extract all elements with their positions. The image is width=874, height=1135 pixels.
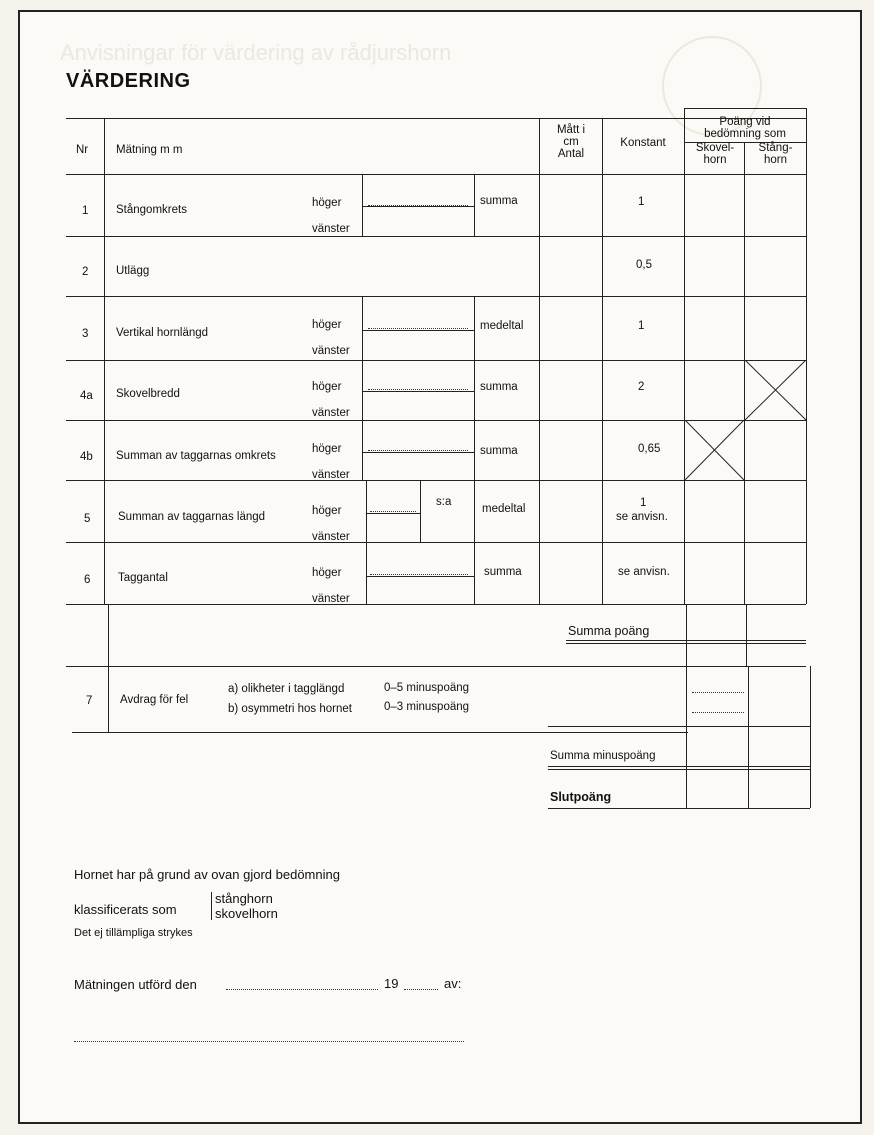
deduction-b: b) osymmetri hos hornet [228,703,352,715]
header-poang: Poäng vid bedömning som [704,116,786,140]
deduction-a-value: 0–5 minuspoäng [384,682,470,694]
row-label: Taggantal [118,572,168,584]
row-label: Summan av taggarnas omkrets [116,450,276,462]
crossed-cell-4b-skovelhorn [685,420,745,480]
row-side-hoger: höger [312,567,342,579]
date-field[interactable] [226,988,378,990]
value-field[interactable] [370,510,416,512]
row-side-hoger: höger [312,197,342,209]
row-label: Summan av taggarnas längd [118,511,266,523]
row-side-vanster: vänster [312,531,350,543]
header-matning: Mätning m m [116,144,183,156]
row-konstant-note: se anvisn. [616,511,668,523]
row-label: Stångomkrets [116,204,187,216]
year-prefix: 19 [384,976,399,991]
deduction-b-value: 0–3 minuspoäng [384,701,470,713]
row-side-vanster: vänster [312,223,350,235]
deduction-b-field[interactable] [692,711,744,713]
bleed-through-heading: Anvisningar för värdering av rådjurshorn [60,40,452,65]
page-frame [18,10,862,1124]
row-label: Vertikal hornlängd [116,327,209,339]
year-field[interactable] [404,988,438,990]
row-operation: medeltal [480,320,524,332]
value-field[interactable] [368,388,468,390]
row-nr: 4b [80,451,93,463]
row-label: Utlägg [116,265,150,277]
option-skovelhorn[interactable]: skovelhorn [215,906,278,921]
row-side-vanster: vänster [312,593,350,605]
row-konstant: 0,65 [638,443,661,455]
row-side-hoger: höger [312,443,342,455]
row-side-vanster: vänster [312,345,350,357]
row-konstant: 1 [638,320,645,332]
row-operation: medeltal [482,503,526,515]
row-nr: 1 [82,205,89,217]
measurement-label: Mätningen utförd den [74,977,197,992]
header-stanghorn: Stång- horn [758,142,793,166]
row-nr: 4a [80,390,93,402]
header-skovelhorn: Skovel- horn [695,142,735,166]
row-nr: 2 [82,266,89,278]
row-nr: 5 [84,513,91,525]
row-operation: summa [480,381,518,393]
row-konstant: 2 [638,381,645,393]
value-field[interactable] [368,204,468,206]
option-stanghorn[interactable]: stånghorn [215,891,273,906]
row-konstant: se anvisn. [618,566,670,578]
row-nr: 7 [86,695,93,707]
row-extra-sa: s:a [436,496,452,508]
row-operation: summa [480,195,518,207]
value-field[interactable] [368,327,468,329]
slutpoang-label: Slutpoäng [550,790,612,804]
deduction-a-field[interactable] [692,691,744,693]
deduction-a: a) olikheter i tagglängd [228,683,345,695]
header-matt: Mått i cm Antal [556,124,586,160]
strike-note: Det ej tillämpliga strykes [74,927,193,939]
by-label: av: [444,976,462,991]
row-label: Skovelbredd [116,388,180,400]
page-title: VÄRDERING [66,70,191,92]
row-konstant: 1 [640,497,647,509]
row-side-hoger: höger [312,505,342,517]
row-side-hoger: höger [312,381,342,393]
classification-label: klassificerats som [74,902,177,917]
summa-minus-label: Summa minuspoäng [550,750,656,762]
header-nr: Nr [76,144,89,156]
crossed-cell-4a-stanghorn [745,360,807,420]
header-konstant: Konstant [620,137,666,149]
signature-field[interactable] [74,1040,464,1042]
value-field[interactable] [370,573,468,575]
row-side-vanster: vänster [312,407,350,419]
row-konstant: 1 [638,196,645,208]
row-konstant: 0,5 [636,259,652,271]
row-label: Avdrag för fel [120,694,189,706]
row-nr: 3 [82,328,89,340]
row-operation: summa [484,566,522,578]
row-operation: summa [480,445,518,457]
row-side-hoger: höger [312,319,342,331]
classification-sentence: Hornet har på grund av ovan gjord bedömning [74,867,340,882]
value-field[interactable] [368,449,468,451]
summa-poang-label: Summa poäng [568,624,650,638]
row-nr: 6 [84,574,91,586]
row-side-vanster: vänster [312,469,350,481]
